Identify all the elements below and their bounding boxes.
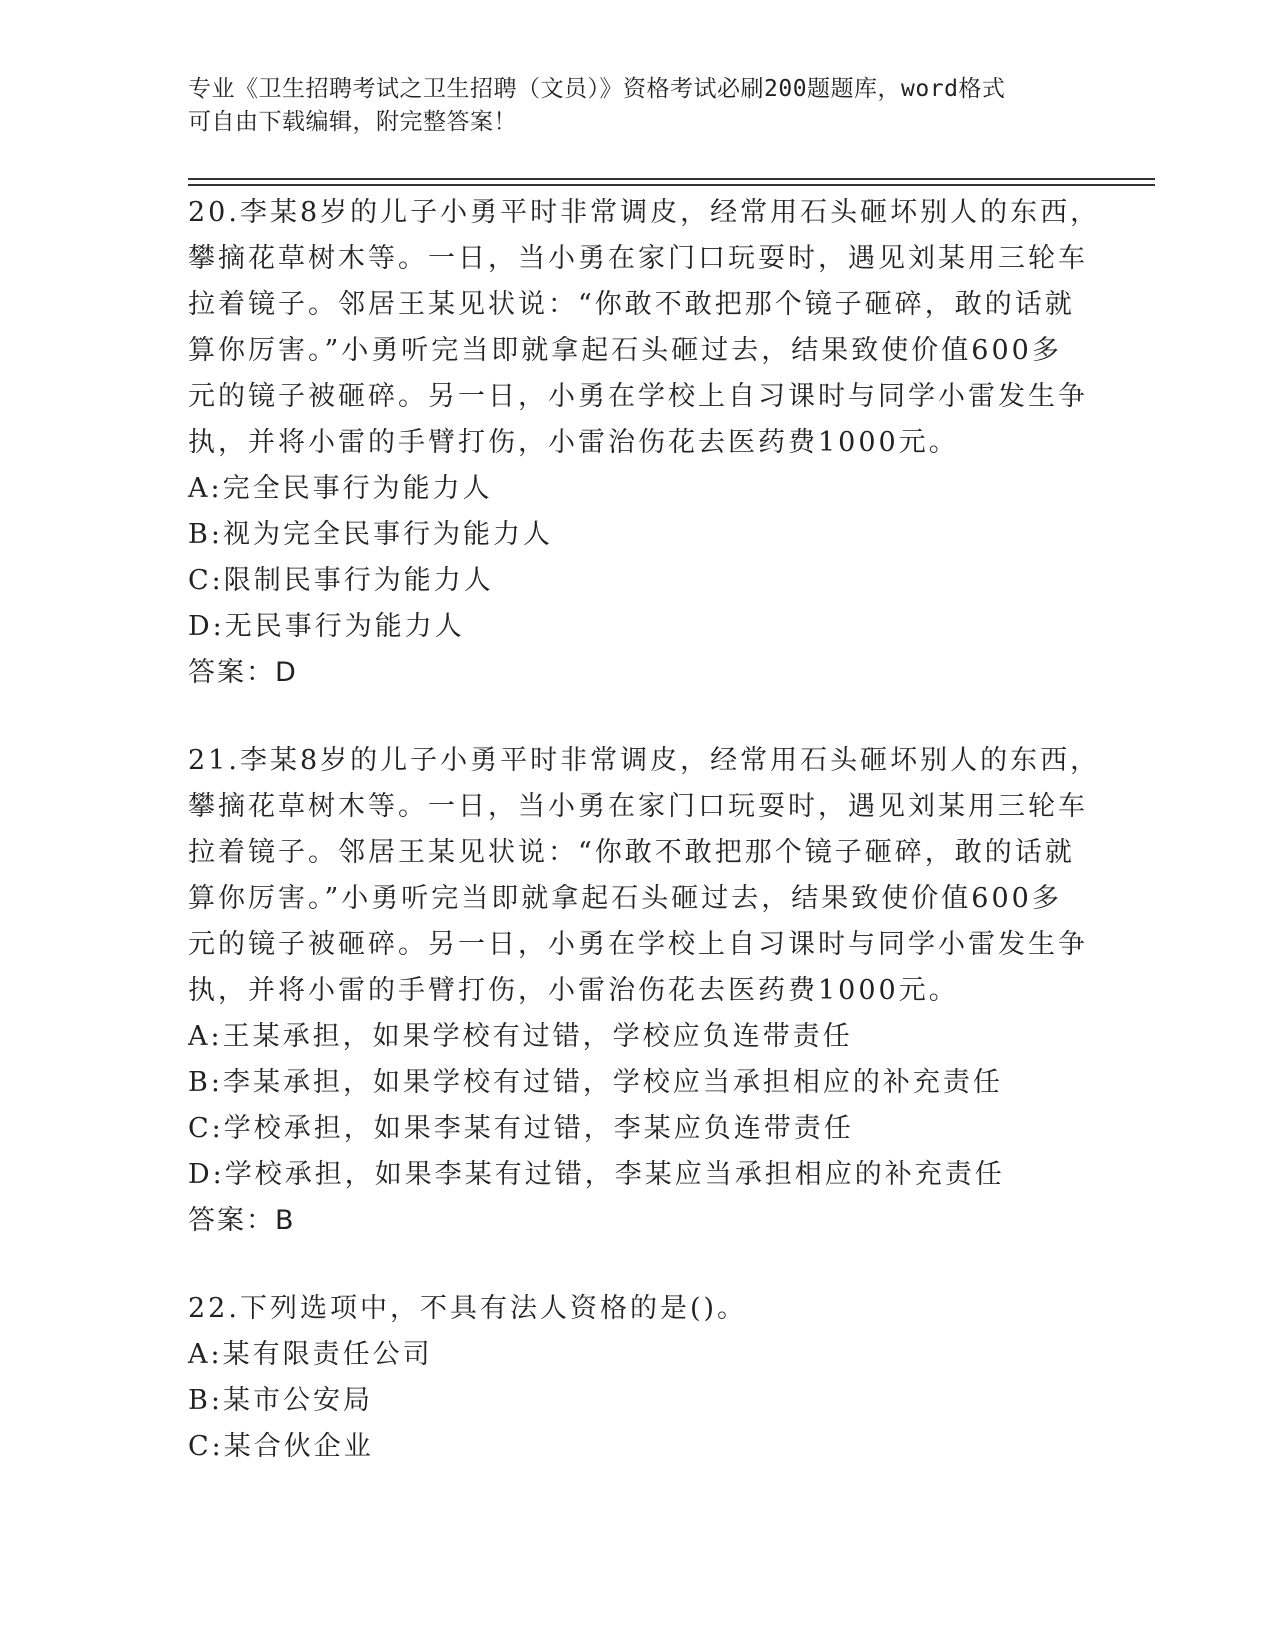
question-list: [188, 190, 1101, 1470]
option-list: [188, 1332, 1088, 1470]
option-list: [188, 1014, 1088, 1198]
question-stem-line: 执，并将小雷的手臂打伤，小雷治伤花去医药费1000元。: [188, 975, 959, 1006]
question-stem-line: 拉着镜子。邻居王某见状说：“你敢不敢把那个镜子砸碎，敢的话就: [188, 837, 1075, 868]
question-stem-line: 20.李某8岁的儿子小勇平时非常调皮，经常用石头砸坏别人的东西，: [188, 197, 1101, 228]
option-d: D:无民事行为能力人: [188, 611, 465, 642]
option-a: A:某有限责任公司: [188, 1339, 433, 1370]
option-c: C:学校承担，如果李某有过错，李某应负连带责任: [188, 1113, 854, 1144]
question-stem-line: 21.李某8岁的儿子小勇平时非常调皮，经常用石头砸坏别人的东西，: [188, 745, 1101, 776]
question-stem-line: 拉着镜子。邻居王某见状说：“你敢不敢把那个镜子砸碎，敢的话就: [188, 289, 1075, 320]
option-list: [188, 466, 1088, 650]
question-stem-line: 22.下列选项中，不具有法人资格的是()。: [188, 1293, 748, 1324]
document-header: [188, 73, 1088, 139]
option-b: B:某市公安局: [188, 1385, 373, 1416]
question-stem-line: 攀摘花草树木等。一日，当小勇在家门口玩耍时，遇见刘某用三轮车: [188, 243, 1088, 274]
question-20: [188, 190, 1101, 696]
question-stem: [188, 738, 1101, 1014]
option-d: D:学校承担，如果李某有过错，李某应当承担相应的补充责任: [188, 1159, 1005, 1190]
question-stem-line: 攀摘花草树木等。一日，当小勇在家门口玩耍时，遇见刘某用三轮车: [188, 791, 1088, 822]
question-stem-line: 元的镜子被砸碎。另一日，小勇在学校上自习课时与同学小雷发生争: [188, 929, 1088, 960]
option-a: A:完全民事行为能力人: [188, 473, 493, 504]
answer-label: 答案：D: [188, 657, 298, 688]
header-divider-bottom: [188, 184, 1155, 186]
header-divider-top: [188, 178, 1155, 180]
question-22: [188, 1286, 1088, 1470]
question-stem-line: 算你厉害。”小勇听完当即就拿起石头砸过去，结果致使价值600多: [188, 883, 1062, 914]
question-stem: [188, 190, 1101, 466]
answer-label: 答案：B: [188, 1205, 296, 1236]
question-stem-line: 元的镜子被砸碎。另一日，小勇在学校上自习课时与同学小雷发生争: [188, 381, 1088, 412]
question-21: [188, 738, 1101, 1244]
option-c: C:某合伙企业: [188, 1431, 374, 1462]
question-stem: [188, 1286, 1088, 1332]
header-line-1: 专业《卫生招聘考试之卫生招聘（文员）》资格考试必刷200题题库，word格式: [188, 76, 1006, 102]
header-line-2: 可自由下载编辑，附完整答案！: [188, 109, 517, 135]
question-stem-line: 执，并将小雷的手臂打伤，小雷治伤花去医药费1000元。: [188, 427, 959, 458]
option-a: A:王某承担，如果学校有过错，学校应负连带责任: [188, 1021, 853, 1052]
option-b: B:视为完全民事行为能力人: [188, 519, 553, 550]
option-c: C:限制民事行为能力人: [188, 565, 494, 596]
question-stem-line: 算你厉害。”小勇听完当即就拿起石头砸过去，结果致使价值600多: [188, 335, 1062, 366]
option-b: B:李某承担，如果学校有过错，学校应当承担相应的补充责任: [188, 1067, 1003, 1098]
